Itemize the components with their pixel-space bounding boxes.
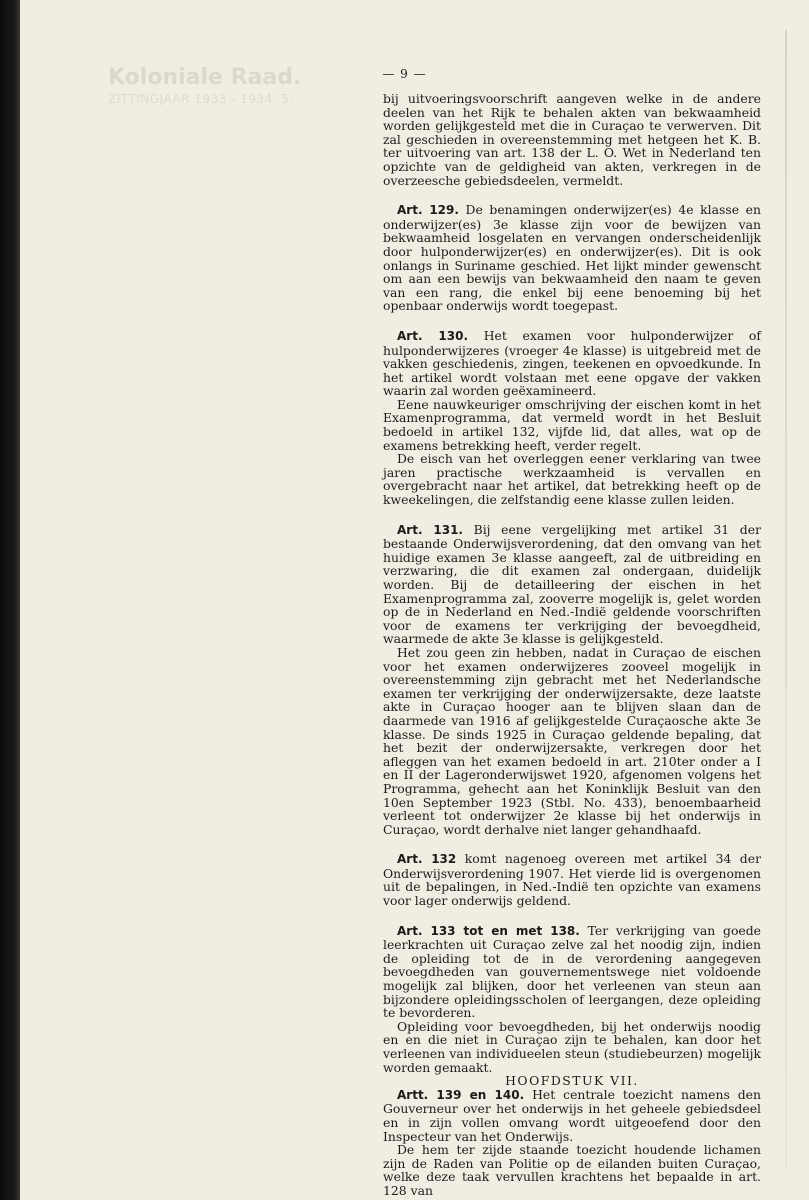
paragraph-text: De benamingen onderwijzer(es) 4e klasse en onderwijzer(es) 3e klasse zijn voor de bewijzen van bekwaamheid losgelaten en vervangen onderscheidenlijk door hulponderwijzer(es) en onderwijzer(es). Dit is ook onlangs in Suriname geschied. Het lijkt minder gewenscht om aan een bewijs van bekwaamheid den naam te geven van een rang, die enkel bij eene benoeming bij het openbaar onderwijs wordt toegepast. <box>383 202 761 314</box>
page-number: — 9 — <box>382 67 427 81</box>
paragraph-text: Opleiding voor bevoegdheden, bij het onderwijs noodig en en die niet in Curaçao zijn te behalen, kan door het verleenen van individueelen steun (studiebeurzen) mogelijk worden gemaakt. <box>383 1018 761 1075</box>
chapter-heading: HOOFDSTUK VII. <box>505 1073 639 1089</box>
body-text-column <box>383 92 761 1198</box>
article-paragraph-133-138 <box>383 924 761 1020</box>
paragraph <box>383 398 761 452</box>
paragraph <box>383 646 761 836</box>
paragraph <box>383 1020 761 1074</box>
bleed-through-line: Koloniale Raad. <box>108 65 302 90</box>
page-edge-shadow <box>785 30 787 1170</box>
paragraph-text: Ter verkrijging van goede leerkrachten uit Curaçao zelve zal het noodig zijn, indien de opleiding tot de in de verordening aangegeven bevoegdheden van gouvernementswege niet voldoende mogelijk zal blijken, door het verleenen van steun aan bijzondere opleidingsscholen of leergangen, deze opleiding te bevorderen. <box>383 922 761 1021</box>
paragraph-text: De eisch van het overleggen eener verklaring van twee jaren practische werkzaamheid is vervallen en overgebracht naar het artikel, dat betrekking heeft op de kweekelingen, die zelfstandig eene klasse zullen leiden. <box>383 451 761 508</box>
paragraph <box>383 92 761 187</box>
article-paragraph-139-140 <box>383 1088 761 1143</box>
paragraph <box>383 452 761 506</box>
paragraph <box>383 1143 761 1197</box>
article-label: Artt. 139 en 140. <box>397 1087 525 1102</box>
paragraph-text: Het examen voor hulponderwijzer of hulponderwijzeres (vroeger 4e klasse) is uitgebreid met de vakken geschiedenis, zingen, teekenen en opvoedkunde. In het artikel wordt volstaan met eene opgave der vakken waarin zal worden geëxamineerd. <box>383 327 761 399</box>
article-paragraph-132 <box>383 852 761 907</box>
paragraph-text: De hem ter zijde staande toezicht houdende lichamen zijn de Raden van Politie op de eilanden buiten Curaçao, welke deze taak vervullen krachtens het bepaalde in art. 128 van <box>383 1142 761 1198</box>
article-label: Art. 133 tot en met 138. <box>397 923 580 938</box>
book-binding-edge <box>0 0 20 1200</box>
bleed-through-line: ZITTINGJAAR 1933 - 1934. 5. <box>108 91 294 106</box>
paragraph-text: komt nagenoeg overeen met artikel 34 der Onderwijsverordening 1907. Het vierde lid is overgenomen uit de bepalingen, in Ned.-Indië ten opzichte van examens voor lager onderwijs geldend. <box>383 851 761 909</box>
paragraph-text: bij uitvoeringsvoorschrift aangeven welke in de andere deelen van het Rijk te behalen akten van bekwaamheid worden gelijkgesteld met die in Curaçao te verwerven. Dit zal geschieden in overeenstemming met hetgeen het K. B. ter uitvoering van art. 138 der L. O. Wet in Nederland ten opzichte van de geldigheid van akten, verkregen in de overzeesche gebiedsdeelen, vermeldt. <box>383 91 761 188</box>
article-label: Art. 129. <box>397 203 459 218</box>
paragraph-text: Bij eene vergelijking met artikel 31 der bestaande Onderwijsverordening, dat den omvang van het huidige examen 3e klasse aangeeft, zal de uitbreiding en verzwaring, die dit examen zal ondergaan, duidelijk worden. Bij de detailleering der eischen in het Examenprogramma zal, zooverre mogelijk is, gelet worden op de in Nederland en Ned.-Indië geldende voorschriften voor de examens ter verkrijging der bevoegdheid, waarmede de akte 3e klasse is gelijkgesteld. <box>383 521 761 647</box>
paragraph-text: Het zou geen zin hebben, nadat in Curaçao de eischen voor het examen onderwijzeres zooveel mogelijk in overeenstemming zijn gebracht met het Nederlandsche examen ter verkrijging der onderwijzersakte, deze laatste akte in Curaçao hooger aan te blijven slaan dan de daarmede van 1916 af gelijkgestelde Curaçaosche akte 3e klasse. De sinds 1925 in Curaçao geldende bepaling, dat het bezit der onderwijzersakte, verkregen door het afleggen van het examen bedoeld in art. 210ter onder a I en II der Lageronderwijswet 1920, afgenomen volgens het Programma, gehecht aan het Koninklijk Besluit van den 10en September 1923 (Stbl. No. 433), benoembaarheid verleent tot onderwijzer 2e klasse bij het onderwijs in Curaçao, wordt derhalve niet langer gehandhaafd. <box>383 644 761 837</box>
paragraph-text: Eene nauwkeuriger omschrijving der eischen komt in het Examenprogramma, dat vermeld wordt in het Besluit bedoeld in artikel 132, vijfde lid, dat alles, wat op de examens betrekking heeft, verder regelt. <box>383 396 761 453</box>
article-label: Art. 130. <box>397 328 469 343</box>
paragraph-text: Het centrale toezicht namens den Gouverneur over het onderwijs in het geheele gebiedsdeel en in zijn vollen omvang wordt uitgeoefend door den Inspecteur van het Onderwijs. <box>383 1086 761 1144</box>
article-label: Art. 132 <box>397 852 457 867</box>
article-paragraph-131 <box>383 523 761 646</box>
article-label: Art. 131. <box>397 522 463 537</box>
article-paragraph-130 <box>383 329 761 398</box>
article-paragraph-129 <box>383 203 761 313</box>
